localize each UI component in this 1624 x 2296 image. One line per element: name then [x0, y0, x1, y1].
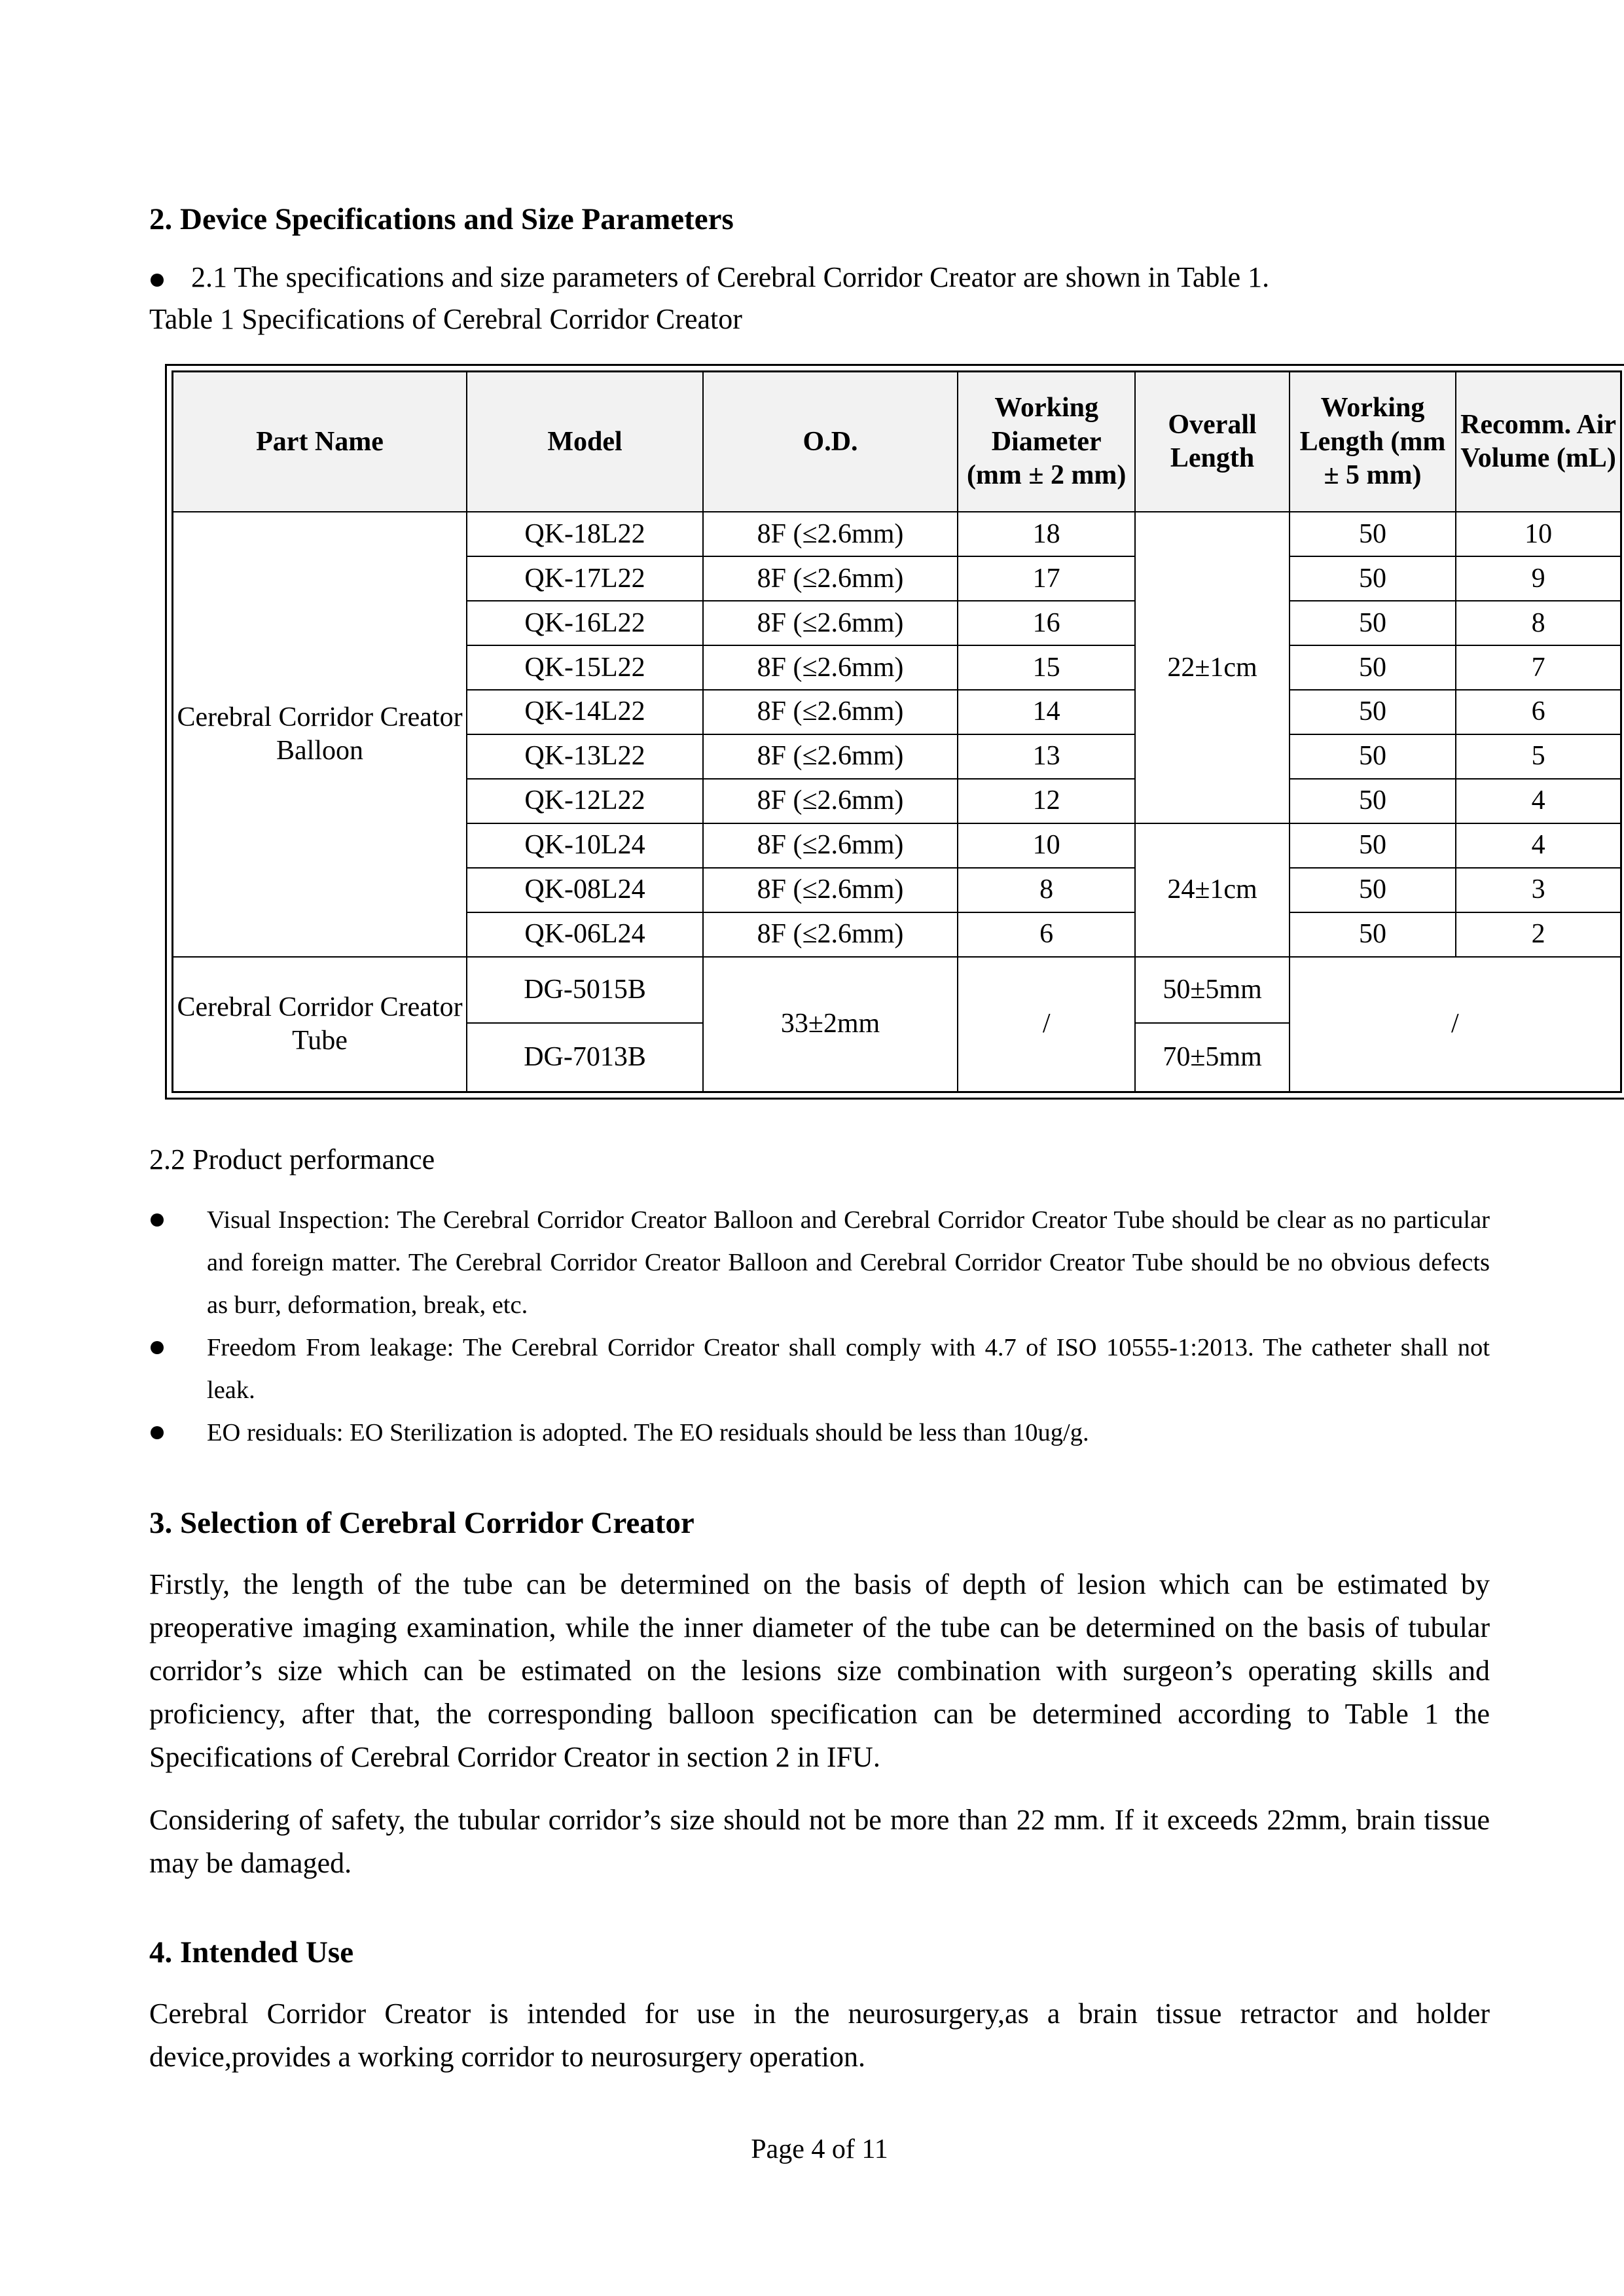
bullet-icon [151, 1213, 164, 1227]
model-cell: QK-06L24 [467, 912, 703, 957]
header-air-volume: Recomm. Air Volume (mL) [1456, 372, 1621, 512]
working-diameter-cell: 14 [958, 690, 1135, 734]
air-volume-cell: 4 [1456, 779, 1621, 823]
od-cell: 8F (≤2.6mm) [703, 601, 958, 645]
od-cell: 8F (≤2.6mm) [703, 823, 958, 868]
overall-length-cell: 70±5mm [1135, 1023, 1289, 1092]
table-row [173, 512, 1621, 556]
model-cell: QK-08L24 [467, 868, 703, 912]
header-od: O.D. [703, 372, 958, 512]
model-cell: QK-16L22 [467, 601, 703, 645]
overall-length-cell: 50±5mm [1135, 957, 1289, 1023]
section-3-heading: 3. Selection of Cerebral Corridor Creator [149, 1506, 695, 1540]
working-length-cell: 50 [1290, 734, 1456, 779]
model-cell: QK-18L22 [467, 512, 703, 556]
working-length-cell: 50 [1290, 645, 1456, 690]
performance-list [149, 1199, 1490, 1454]
air-volume-cell: 9 [1456, 556, 1621, 601]
page-number: Page 4 of 11 [751, 2134, 888, 2164]
model-cell: QK-15L22 [467, 645, 703, 690]
model-cell: DG-5015B [467, 957, 703, 1023]
bullet-icon [151, 1426, 164, 1439]
section-4-heading: 4. Intended Use [149, 1935, 354, 1969]
tube-rest-cell: / [1290, 957, 1621, 1092]
header-working-diameter: Working Diameter (mm ± 2 mm) [958, 372, 1135, 512]
spec-table [171, 370, 1622, 1093]
od-cell: 8F (≤2.6mm) [703, 734, 958, 779]
working-diameter-cell: 15 [958, 645, 1135, 690]
working-length-cell: 50 [1290, 912, 1456, 957]
working-diameter-cell: 10 [958, 823, 1135, 868]
air-volume-cell: 5 [1456, 734, 1621, 779]
overall-length-cell: 24±1cm [1135, 823, 1289, 957]
working-diameter-cell: 12 [958, 779, 1135, 823]
bullet-icon [151, 1341, 164, 1354]
working-diameter-cell: 8 [958, 868, 1135, 912]
od-cell: 8F (≤2.6mm) [703, 556, 958, 601]
spec-table-frame [165, 364, 1624, 1100]
model-cell: QK-13L22 [467, 734, 703, 779]
section-2-2-heading: 2.2 Product performance [149, 1143, 435, 1175]
list-item-text: EO residuals: EO Sterilization is adopted. The EO residuals should be less than 10ug/g. [207, 1419, 1089, 1446]
working-length-cell: 50 [1290, 601, 1456, 645]
table-header-row [173, 372, 1621, 512]
model-cell: QK-17L22 [467, 556, 703, 601]
working-diameter-cell: 16 [958, 601, 1135, 645]
list-item-text: Freedom From leakage: The Cerebral Corridor Creator shall comply with 4.7 of ISO 10555-1:2013. The catheter shall not leak. [207, 1334, 1490, 1404]
model-cell: QK-14L22 [467, 690, 703, 734]
list-item [149, 1412, 1490, 1454]
od-cell: 8F (≤2.6mm) [703, 868, 958, 912]
tube-wd-cell: / [958, 957, 1135, 1092]
working-diameter-cell: 17 [958, 556, 1135, 601]
model-cell: QK-10L24 [467, 823, 703, 868]
air-volume-cell: 2 [1456, 912, 1621, 957]
section-3-paragraph-2: Considering of safety, the tubular corridor’s size should not be more than 22 mm. If it exceeds 22mm, brain tissue may be damaged. [149, 1804, 1490, 1879]
tube-od-cell: 33±2mm [703, 957, 958, 1092]
table-caption: Table 1 Specifications of Cerebral Corridor Creator [149, 303, 742, 335]
bullet-text: 2.1 The specifications and size parameters of Cerebral Corridor Creator are shown in Table 1. [191, 261, 1270, 293]
working-length-cell: 50 [1290, 823, 1456, 868]
working-length-cell: 50 [1290, 868, 1456, 912]
air-volume-cell: 7 [1456, 645, 1621, 690]
working-length-cell: 50 [1290, 690, 1456, 734]
tube-part-name: Cerebral Corridor Creator Tube [173, 957, 467, 1092]
working-length-cell: 50 [1290, 779, 1456, 823]
working-diameter-cell: 18 [958, 512, 1135, 556]
list-item-text: Visual Inspection: The Cerebral Corridor Creator Balloon and Cerebral Corridor Creator Tube should be clear as no particular and foreign matter. The Cerebral Corridor Creator Balloon and Cerebral Corridor Creator Tube should be no obvious defects as burr, deformation, break, etc. [207, 1206, 1490, 1319]
header-overall-length: Overall Length [1135, 372, 1289, 512]
working-length-cell: 50 [1290, 512, 1456, 556]
section-3-paragraph-1: Firstly, the length of the tube can be determined on the basis of depth of lesion which can be estimated by preoperative imaging examination, while the inner diameter of the tube can be determined on the basis of tubular corridor’s size which can be estimated on the lesions size combination with surgeon’s operating skills and proficiency, after that, the corresponding balloon specification can be determined according to Table 1 the Specifications of Cerebral Corridor Creator in section 2 in IFU. [149, 1568, 1490, 1773]
balloon-part-name: Cerebral Corridor Creator Balloon [173, 512, 467, 956]
header-working-length: Working Length (mm ± 5 mm) [1290, 372, 1456, 512]
od-cell: 8F (≤2.6mm) [703, 779, 958, 823]
air-volume-cell: 3 [1456, 868, 1621, 912]
header-part-name: Part Name [173, 372, 467, 512]
working-length-cell: 50 [1290, 556, 1456, 601]
header-model: Model [467, 372, 703, 512]
working-diameter-cell: 13 [958, 734, 1135, 779]
model-cell: DG-7013B [467, 1023, 703, 1092]
air-volume-cell: 4 [1456, 823, 1621, 868]
balloon-rows [173, 512, 1621, 956]
od-cell: 8F (≤2.6mm) [703, 645, 958, 690]
working-diameter-cell: 6 [958, 912, 1135, 957]
table-row [173, 957, 1621, 1023]
od-cell: 8F (≤2.6mm) [703, 912, 958, 957]
air-volume-cell: 8 [1456, 601, 1621, 645]
air-volume-cell: 10 [1456, 512, 1621, 556]
section-2-heading: 2. Device Specifications and Size Parameters [149, 202, 734, 236]
list-item [149, 1327, 1490, 1412]
air-volume-cell: 6 [1456, 690, 1621, 734]
section-4-paragraph: Cerebral Corridor Creator is intended for use in the neurosurgery,as a brain tissue retractor and holder device,provides a working corridor to neurosurgery operation. [149, 1998, 1490, 2073]
section-2-1-bullet [149, 260, 1269, 294]
bullet-icon [151, 274, 164, 287]
model-cell: QK-12L22 [467, 779, 703, 823]
od-cell: 8F (≤2.6mm) [703, 512, 958, 556]
od-cell: 8F (≤2.6mm) [703, 690, 958, 734]
list-item [149, 1199, 1490, 1327]
overall-length-cell: 22±1cm [1135, 512, 1289, 823]
